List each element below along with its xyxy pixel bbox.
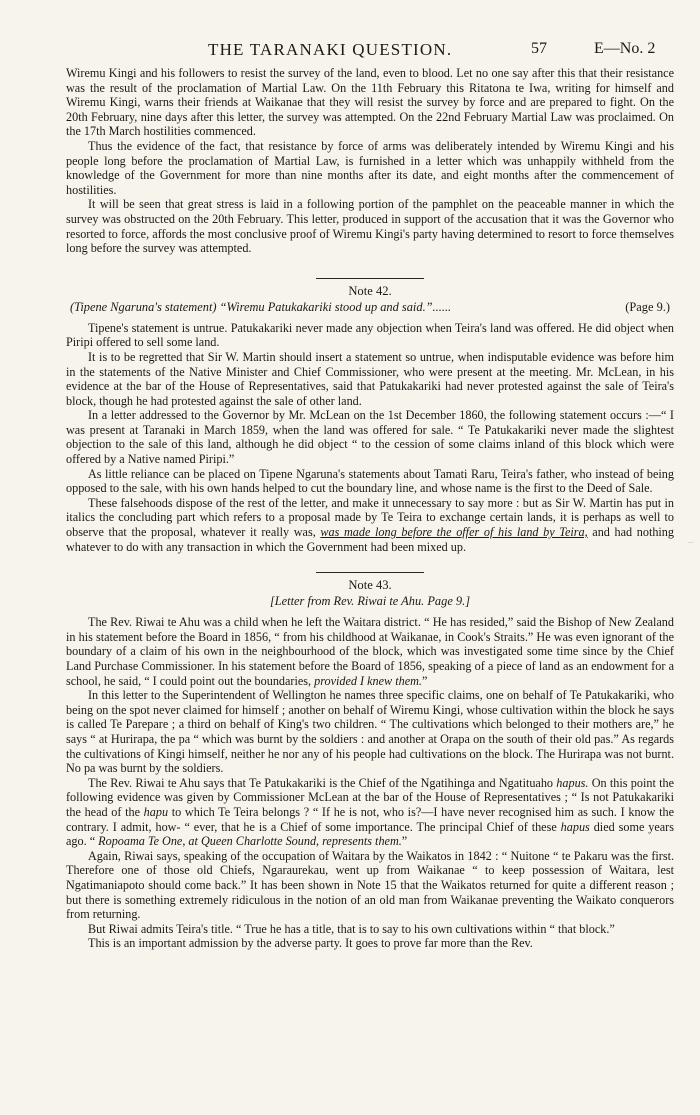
note-43-paragraph-1: The Rev. Riwai te Ahu was a child when he left the Waitara district. “ He has resided,” said the Bishop of New Zealand in his statement before the Board in 1856, “ from his childhood at Waikanae, in Cook's Straits.” He was even ignorant of the boundary of a claim of his own in the neighbourhood of the block, which was investigated some time since by the Chief Land Purchase Commissioner. In his statement before the Board of 1856, speaking of a piece of land as an endowment for a school, he said, “ I could point out the boundaries, provided I knew them.” <box>66 615 674 688</box>
intro-section <box>66 66 674 256</box>
note-43-paragraph-5: But Riwai admits Teira's title. “ True he has a title, that is to say to his own cultivations within “ that block.” <box>88 921 615 936</box>
margin-mark: ... <box>688 536 694 545</box>
note-42-paragraph-3: In a letter addressed to the Governor by Mr. McLean on the 1st December 1860, the following statement occurs :—“ I was present at Taranaki in March 1859, when the land was offered for sale. “ Te Patukakariki never made the slightest objection to the sale of this land, although he did object “ to the cession of some claims inland of this block which were offered by a Native named Piripi.” <box>66 408 674 467</box>
note-43-subheading <box>66 593 674 609</box>
note-43-page-ref: Page 9.] <box>427 594 471 609</box>
note-42-source: (Tipene Ngaruna's statement) “Wiremu Patukakariki stood up and said.”...... <box>70 299 452 314</box>
note-43-paragraph-2: In this letter to the Superintendent of Wellington he names three specific claims, one on behalf of Te Patukakariki, who being on the spot never claimed for himself ; another on behalf of Wiremu Kingi, whose cultivation within the block he says is called Te Parepare ; a third on behalf of King's two children. “ The cultivations which belonged to their mothers are,” he says “ at Hurirapa, the pa “ which was burnt by the soldiers : and another at Orapa on the south of their old pas.” As regards the cultivations of Kingi himself, neither he nor any of his people had cultivations on the block. The Hurirapa was not burnt. No pa was burnt by the soldiers. <box>66 688 674 776</box>
italic-emphasis: was made long before the offer of his land by Teira, <box>320 525 588 540</box>
intro-paragraph-1: Wiremu Kingi and his followers to resist the survey of the land, even to blood. Let no one say after this that their resistance was the result of the proclamation of Martial Law. On the 11th February this Ritatona te Iwa, writing for himself and Wiremu Kingi, warns their friends at Waikanae that they will resist the survey by force and are prepared to fight. On the 20th February, nine days after this letter, the survey was attempted. On the 22nd February Martial Law was proclaimed. On the 17th March hostilities commenced. <box>66 66 674 139</box>
page-number: 57 <box>531 40 547 57</box>
italic-emphasis: provided I knew them. <box>314 673 422 688</box>
intro-paragraph-2: Thus the evidence of the fact, that resistance by force of arms was deliberately intended by Wiremu Kingi and his people long before the proclamation of Martial Law, is furnished in a letter which was unhappily withheld from the knowledge of the Government for more than nine months after its date, and eight months after the commencement of hostilities. <box>66 138 674 197</box>
note-42-paragraph-4: As little reliance can be placed on Tipene Ngaruna's statements about Tamati Raru, Teira's father, who instead of being opposed to the sale, with his own hands helped to cut the boundary line, and whose name is the first to the Deed of Sale. <box>66 466 674 496</box>
note-43-heading: Note 43. <box>348 578 392 593</box>
note-43-source: [Letter from Rev. Riwai te Ahu. <box>269 594 425 609</box>
page-title: THE TARANAKI QUESTION. <box>208 40 453 59</box>
intro-paragraph-3: It will be seen that great stress is laid in a following portion of the pamphlet on the peaceable manner in which the survey was obstructed on the 20th February. This letter, produced in support of the accusation that it was the Governor who resorted to force, affords the most conclusive proof of Wiremu Kingi's party having determined to resort to force themselves long before the survey was attempted. <box>66 197 674 256</box>
note-42-page-ref: (Page 9.) <box>625 299 670 314</box>
note-43-section <box>66 577 674 951</box>
running-head <box>66 40 674 66</box>
note-43-paragraph-6: This is an important admission by the adverse party. It goes to prove far more than the Rev. <box>88 936 533 951</box>
note-42-subheading <box>66 299 674 315</box>
note-42-paragraph-1: Tipene's statement is untrue. Patukakariki never made any objection when Teira's land was offered. He did object when Piripi offered to sell some land. <box>66 320 674 350</box>
series-number: E—No. 2 <box>594 40 656 57</box>
note-42-heading: Note 42. <box>348 283 392 298</box>
note-42-paragraph-5: These falsehoods dispose of the rest of the letter, and make it unnecessary to say more : but as Sir W. Martin has put in italics the concluding part which refers to a proposal made by Te Teira to exchange certain lands, it is perhaps as well to observe that the proposal, whatever it really was, was made long before the offer of his land by Teira, and had nothing whatever to do with any transaction in which the Government had been mixed up. <box>66 495 674 554</box>
note-43-paragraph-4: Again, Riwai says, speaking of the occupation of Waitara by the Waikatos in 1842 : “ Nuitone “ te Pakaru was the first. Therefore one of those old Chiefs, Ngaraurekau, went up from Waikanae “ to keep possession of Waitara, lest Ngatimaniapoto should come back.” It has been shown in Note 15 that the Waikatos returned for quite a different reason ; but there is something extremely ridiculous in the notion of an old man from Waikanae preventing the Waikato conquerors from returning. <box>66 848 674 922</box>
note-42-paragraph-2: It is to be regretted that Sir W. Martin should insert a statement so untrue, when indisputable evidence was before him in the statements of the Native Minister and Chief Commissioner, who were present at the meeting. Mr. McLean, in his evidence at the bar of the House of Representatives, said that Patukakariki had never protested against the sale of Teira's block, though he had protested against the sale of other land. <box>66 349 674 408</box>
note-43-paragraph-3: The Rev. Riwai te Ahu says that Te Patukakariki is the Chief of the Ngatihinga and Ngatituaho hapus. On this point the following evidence was given by Commissioner McLean at the bar of the House of Representatives ; “ Is not Patukakariki the head of the hapu to which Te Teira belongs ? “ If he is not, who is?—I have never recognised him as such. I know the contrary. I admit, how- “ ever, that he is a Chief of some importance. The principal Chief of these hapus died some years ago. “ Ropoama Te One, at Queen Charlotte Sound, represents them.” <box>66 775 675 849</box>
note-42-section <box>66 283 674 555</box>
